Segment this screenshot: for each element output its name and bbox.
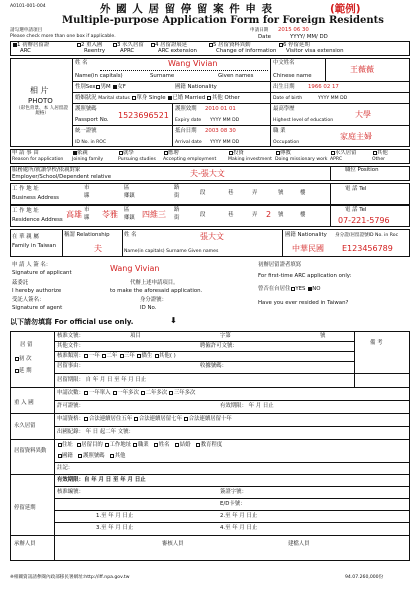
applicant-signature-label-cn: 申 請 人 簽 名： — [12, 262, 52, 268]
photo-label-cn: 相 片 — [30, 86, 49, 95]
authorize-en-2: to make the aforesaid application. — [110, 288, 203, 294]
ever-resided-en: Have you ever resided in Taiwan? — [258, 300, 349, 306]
footer-note: ※相關資訊請參閱內政部移民署網址:http://iff.npa.gov.tw — [10, 575, 130, 580]
arc-no-label-en: ID No. in ROC — [75, 140, 107, 145]
official-stay-entry: 核准編號： — [57, 489, 84, 495]
dob-format: YYYY MM DD — [318, 96, 348, 101]
residence-address-label-en: Residence Address — [12, 217, 63, 223]
official-reentry-validity: 有效期限： 年 月 日止 — [220, 403, 274, 409]
name-value[interactable]: Wang Vivian — [168, 59, 218, 68]
relationship-label: 稱謂 Relationship — [64, 232, 110, 238]
official-aprc-label: 永久居留 — [14, 423, 36, 429]
chinese-name-label-cn: 中文姓名 — [273, 60, 295, 66]
reason-option-1[interactable]: 依親 Joining family — [72, 150, 104, 163]
agent-id-label-cn: 身分證號： — [140, 297, 167, 303]
official-notes: 註記： — [57, 465, 74, 471]
agent-signature-label-cn: 受託人簽名： — [12, 297, 45, 303]
official-reentry-options[interactable]: 申請次數： 一年單入 一年多次 二年多次 三年多次 — [57, 390, 196, 396]
business-no-unit: 號 — [278, 190, 284, 196]
name-label-cn: 姓 名 — [75, 60, 88, 66]
official-period-1: 1.至 年 月 日止 — [96, 513, 134, 519]
official-issue-doc: 聘僱許可文號： — [200, 343, 238, 349]
business-section-unit: 段 — [200, 190, 206, 196]
official-reviewer: 審核人員 — [162, 541, 184, 547]
business-floor-unit: 樓 — [300, 190, 306, 196]
official-remarks: 備 考 — [370, 340, 383, 346]
date-label: 申請日期 — [250, 28, 269, 33]
residence-district-units: 區 鄉鎮 — [124, 207, 135, 221]
case-type-4-checkbox[interactable] — [151, 43, 155, 47]
official-approval-doc: 核准文號： — [57, 333, 84, 339]
reason-option-3[interactable]: 應聘 Accepting employment — [163, 150, 217, 163]
passport-value[interactable]: 1523696521 — [118, 111, 169, 120]
official-use-label: 以下請勿填寫 For official use only. — [10, 318, 134, 326]
official-ed-card: E/D卡號： — [220, 501, 246, 507]
nationality-label: 國籍 Nationality — [175, 84, 217, 90]
reason-option-7[interactable]: 其他 Other — [372, 150, 388, 163]
case-type-1[interactable]: 1 初辦居留證 ARC — [12, 42, 49, 54]
agent-id-label-en: ID No. — [140, 305, 157, 311]
official-period-2: 2.至 年 月 日止 — [220, 513, 258, 519]
employer-value[interactable]: 夫-張大文 — [190, 169, 225, 178]
surname-label: Surname — [150, 73, 175, 79]
case-type-3[interactable]: 3 永久居留 APRC — [112, 42, 144, 54]
occupation-label-en: Occupation — [273, 140, 300, 145]
residence-city-value[interactable]: 高雄 — [66, 210, 82, 219]
residence-tel-value[interactable]: 07-221-5796 — [338, 216, 390, 225]
passport-label-en: Passport No. — [75, 117, 109, 123]
business-road-units: 路 街 — [174, 185, 180, 199]
official-stay-period: 居留期限： 自 年 月 日 至 年 月 日止 — [57, 377, 147, 383]
occupation-label-cn: 職 業 — [273, 128, 286, 134]
case-type-4[interactable]: 4 居留證展延 ARC extension — [150, 42, 197, 54]
residence-floor-unit: 樓 — [300, 212, 306, 218]
passport-label-cn: 護照號碼 — [75, 106, 97, 112]
footer-print-run: 94.07.260,000份 — [345, 575, 384, 580]
family-nationality-label: 國籍 Nationality — [285, 232, 327, 238]
business-district-units: 區 鄉鎮 — [124, 185, 135, 199]
employer-label-en: Employer/School/Dependent relative — [12, 174, 112, 180]
family-name-label-cn: 姓 名 — [124, 232, 137, 238]
official-permit-no: 許可證號： — [57, 403, 84, 409]
case-type-label-cn: 請勾選申請項目 — [10, 28, 43, 33]
arrival-format: YYYY MM DD — [210, 140, 240, 145]
relationship-value[interactable]: 夫 — [94, 244, 102, 253]
business-lane-unit: 巷 — [228, 190, 234, 196]
passport-expiry-value[interactable]: 2010 01 01 — [205, 106, 236, 112]
arrival-value[interactable]: 2003 08 30 — [205, 128, 236, 134]
official-undertaker: 承辦人員 — [14, 541, 36, 547]
business-tel-label: 電 話 Tel — [345, 186, 367, 192]
residence-tel-label: 電 話 Tel — [345, 207, 367, 213]
official-issue-types[interactable]: 核准類別： 一年 二年 三年 僑生 其他( ) — [57, 353, 176, 359]
name-label-en: Name(in capitals) — [75, 73, 123, 79]
official-aprc-options[interactable]: 申請資格： 合法連續居住五年 合法連續居留七年 合法連續居留十年 — [57, 416, 232, 422]
family-id-label: 身分證/居留證號ID No. in Roc — [335, 233, 399, 238]
occupation-value[interactable]: 家庭主婦 — [340, 132, 372, 141]
official-change-items-2[interactable]: 國籍 護照號碼 其他 — [57, 453, 125, 459]
reason-label-en: Reason for application — [12, 157, 64, 162]
dob-label-cn: 出生日期 — [273, 84, 295, 90]
sex-field[interactable]: 性別Sex 男M 女F — [75, 84, 126, 90]
agent-signature-label-en: Signature of agent — [12, 305, 63, 311]
official-stay-extension-label: 停留延期 — [14, 505, 36, 511]
case-type-6[interactable]: 6 停留延期 Visitor visa extension — [278, 42, 344, 54]
official-change-label: 居留資料異動 — [14, 448, 47, 454]
photo-note: （彩色背景、本 人居留證規格） — [16, 106, 68, 117]
official-visa-no: 簽證字號： — [220, 489, 247, 495]
date-format: YYYY/ MM/ DD — [290, 34, 328, 40]
official-data-entry: 建檔人員 — [288, 541, 310, 547]
photo-label-en: PHOTO — [28, 97, 53, 105]
authorize-cn: 茲委託 — [12, 280, 29, 286]
passport-expiry-label-en: Expiry date — [175, 118, 202, 123]
official-residence-label: 居 留 — [20, 342, 33, 348]
residence-road-value[interactable]: 四維三 — [142, 210, 166, 219]
chinese-name-value[interactable]: 王薇薇 — [350, 65, 374, 74]
official-other-docs: 其他文件： — [57, 343, 84, 349]
case-type-2[interactable]: 2 重入國 Reentry — [76, 42, 105, 54]
date-label-en: Date — [258, 34, 271, 40]
official-word: 字第 — [220, 333, 231, 339]
official-extension-option[interactable]: 延 期 — [14, 368, 32, 374]
education-label-cn: 最高學歷 — [273, 106, 295, 112]
arc-no-label-cn: 統一證號 — [75, 128, 97, 134]
first-arc-cn: 初辦居留證者填寫 — [258, 262, 302, 268]
education-value[interactable]: 大學 — [355, 110, 371, 119]
official-valid-period: 有效期限：自 年 月 日 至 年 月 日止 — [57, 477, 146, 483]
family-name-value[interactable]: 張大文 — [200, 232, 224, 241]
business-address-label-cn: 工 作 地 址 — [12, 186, 39, 192]
reason-option-6[interactable]: 永久居留 APRC — [330, 150, 357, 163]
residence-no-value[interactable]: 2 — [266, 210, 272, 219]
date-value[interactable]: 2015 06 30 — [278, 27, 309, 33]
official-item: 項目 — [130, 333, 141, 339]
residence-section-unit: 段 — [200, 212, 206, 218]
case-type-5-checkbox[interactable] — [209, 43, 213, 47]
residence-alley-unit: 弄 — [252, 212, 258, 218]
official-absence-record: 出國紀錄： 年 日 起二年 文號： — [57, 429, 134, 435]
official-period-3: 3.至 年 月 日止 — [96, 525, 134, 531]
case-type-1-checkbox[interactable] — [13, 43, 17, 47]
education-label-en: Highest level of education — [273, 118, 334, 123]
form-code: A0101-001-004 — [10, 4, 46, 9]
ever-resided-field[interactable]: 曾否在台居住 YES NO — [258, 286, 321, 292]
applicant-signature-value[interactable]: Wang Vivian — [110, 264, 160, 273]
reason-label-cn: 申 請 事 由 — [12, 150, 39, 156]
family-label-en: Family in Taiwan — [12, 243, 57, 249]
official-fee-no: 收據號碼： — [200, 363, 227, 369]
dob-value[interactable]: 1966 02 17 — [308, 84, 339, 90]
position-label: 職位 Position — [345, 167, 379, 173]
reason-option-5[interactable]: 傳教 Doing missionary work — [275, 150, 328, 163]
arrow-down-icon: ⬇ — [170, 316, 177, 325]
sample-label: (範例) — [330, 3, 361, 15]
official-first-option[interactable]: 初 次 — [14, 356, 32, 362]
chinese-name-label-en: Chinese name — [273, 73, 312, 79]
residence-lane-unit: 巷 — [228, 212, 234, 218]
case-type-6-checkbox[interactable] — [279, 43, 283, 47]
family-label-cn: 在 華 親 屬 — [12, 234, 39, 240]
business-city-units: 市 縣 — [84, 185, 90, 199]
given-names-label: Given names — [218, 73, 254, 79]
dob-label-en: Date of birth — [273, 96, 303, 101]
case-type-5[interactable]: 5 居留資料異動 Change of information — [208, 42, 276, 54]
official-reentry-label: 重 入 國 — [14, 400, 34, 406]
employer-label-cn: 服務處所/就讀學校/依親對象 — [12, 167, 81, 173]
official-residence-reason: 居留事由： — [57, 363, 84, 369]
reason-option-2[interactable]: 就學 Pursuing studies — [118, 150, 156, 163]
business-alley-unit: 弄 — [252, 190, 258, 196]
form-title-en: Multiple-purpose Application Form for Foreign Residents — [62, 15, 384, 26]
arrival-label-cn: 抵台日期 — [175, 128, 197, 134]
family-id-value[interactable]: E123456789 — [342, 244, 393, 253]
arrival-label-en: Arrival date — [175, 140, 202, 145]
first-arc-en: For first-time ARC application only: — [258, 273, 352, 279]
authorize-en: I hereby authorize — [12, 288, 62, 294]
case-type-label-en: Please check more than one box if applicable. — [10, 34, 116, 39]
passport-expiry-label-cn: 護照效期 — [175, 106, 197, 112]
residence-city-units: 市 縣 — [84, 207, 90, 221]
authorize-cn-2: 代辦上述申請項目。 — [130, 280, 179, 286]
residence-road-units: 路 街 — [174, 207, 180, 221]
official-change-items-1[interactable]: 住址 居留目的 工作地址 職業 姓名 結婚 教育程度 — [57, 442, 222, 448]
marital-status-field[interactable]: 婚姻狀況 Marital status 單身 Single 已婚 Married 其他 Other — [75, 95, 240, 101]
residence-no-unit: 號 — [278, 212, 284, 218]
family-name-label-en: Name(in capitals) Surname Given names — [124, 249, 219, 254]
family-nationality-value[interactable]: 中華民國 — [292, 244, 324, 253]
official-period-4: 4.至 年 月 日止 — [220, 525, 258, 531]
residence-address-label-cn: 工 作 地 址 — [12, 208, 39, 214]
business-address-label-en: Business Address — [12, 195, 59, 201]
form-title-cn: 外 國 人 居 留 停 留 案 件 申 表 — [100, 3, 274, 15]
applicant-signature-label-en: Signature of applicant — [12, 270, 72, 276]
official-number: 號 — [320, 333, 326, 339]
case-type-3-checkbox[interactable] — [113, 43, 117, 47]
reason-option-4[interactable]: 投資 Making investment — [228, 150, 272, 163]
residence-district-value[interactable]: 苓雅 — [102, 210, 118, 219]
passport-expiry-format: YYYY MM DD — [210, 118, 240, 123]
case-type-2-checkbox[interactable] — [77, 43, 81, 47]
